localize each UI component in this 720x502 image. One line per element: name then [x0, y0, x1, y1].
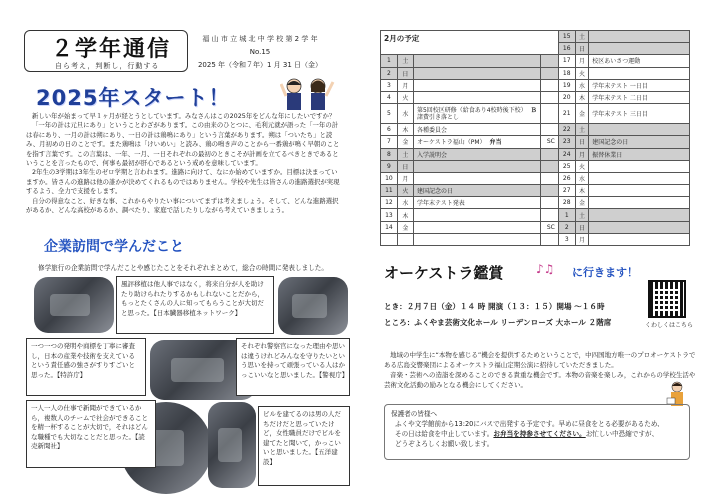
quote-newspaper: 一人一人の仕事で新聞ができているから，複数人のチームで社会ができることを精一杯することが大切で，それはどんな職種でも大切なことだと思った。【読売新聞社】: [26, 400, 156, 468]
notice-line-1: ふくや文学館前から13:20にバスで出発する予定です。早めに昼食をとる必要があるため、: [395, 420, 664, 428]
weekday: 水: [575, 172, 589, 184]
sc-mark: [540, 209, 558, 221]
day-number: 25: [558, 160, 575, 172]
school-name: 福 山 市 立 城 北 中 学 校 第 2 学 年: [202, 35, 318, 43]
event: [589, 124, 690, 136]
day-number: 4: [381, 91, 398, 103]
event-text: 建国記念の日: [416, 188, 453, 196]
event: [413, 104, 540, 124]
day-number: 26: [558, 172, 575, 184]
weekday: 火: [397, 91, 413, 103]
title-box: [24, 30, 188, 72]
parents-notice: [384, 404, 690, 460]
visit-intro: 修学旅行の企業訪問で学んだことや感じたことをそれぞれまとめて，総合の時間に発表しました。: [38, 264, 328, 272]
empty-cell: [540, 233, 558, 245]
weekday: 木: [575, 91, 589, 103]
intro-paragraph: 新しい年が始まって早１ヶ月が経とうとしています。みなさんはこの2025年をどんな年にしたいですか？: [32, 112, 336, 120]
school-info: [196, 33, 324, 72]
day-number: 20: [558, 91, 575, 103]
weekday: 土: [575, 31, 589, 43]
notice-bento-emphasis: お弁当を持参させてください。: [493, 430, 586, 438]
notice-line-3: どうぞよろしくお願い致します。: [395, 440, 494, 448]
weekday: 日: [397, 67, 413, 79]
table-row: [381, 172, 690, 184]
event: [413, 185, 540, 197]
event-text: オーケストラ福山（PM）: [416, 139, 486, 147]
sc-mark: SC: [540, 221, 558, 233]
day-number: 18: [558, 67, 575, 79]
day-number: 13: [381, 209, 398, 221]
orchestra-title-suffix: に行きます！: [572, 266, 638, 279]
orchestra-when: とき：２月７日（金）１４ 時 開演（１３：１５）開場 ～１６時: [384, 302, 605, 311]
weekday: 火: [575, 67, 589, 79]
notice-line-2: [391, 429, 683, 439]
weekday: 木: [575, 185, 589, 197]
day-number: 16: [558, 43, 575, 55]
table-row: [381, 79, 690, 91]
event: [413, 172, 540, 184]
quote-construction: ビルを建てるのは男の人だちだけだと思っていたけど，女性職員だけでビルを建てたと聞いて，かっこいいと思いました。【五洋建設】: [258, 406, 350, 486]
motto: 自ら考え，判断し，行動する: [55, 62, 160, 70]
weekday: 日: [575, 136, 589, 148]
sc-mark: [540, 124, 558, 136]
empty-cell: [413, 233, 540, 245]
table-row: [381, 67, 690, 79]
weekday: 月: [575, 233, 589, 245]
weekday: 金: [575, 104, 589, 124]
sc-mark: [540, 160, 558, 172]
orchestra-title: オーケストラ鑑賞: [384, 264, 504, 282]
weekday: 月: [397, 172, 413, 184]
event: [589, 197, 690, 209]
event: [413, 221, 540, 233]
qr-label: くわしくはこちら: [645, 322, 694, 329]
table-row: [381, 197, 690, 209]
table-row: [381, 233, 690, 245]
event: [413, 160, 540, 172]
event: [413, 124, 540, 136]
weekday: 土: [397, 55, 413, 67]
weekday: 土: [397, 148, 413, 160]
day-number: 7: [381, 136, 398, 148]
sc-mark: [540, 197, 558, 209]
day-number: 28: [558, 197, 575, 209]
day-number: 11: [381, 185, 398, 197]
event-text: 各種委員会: [416, 127, 447, 135]
schedule-heading: 2月の予定: [381, 31, 559, 55]
table-row: [381, 124, 690, 136]
intro-paragraph: 2年生の3学期は3年生のゼロ学期と言われます。進路に向けて、なにか始めていますか。目標は決まっていますか。皆さんの進路は他の誰かが決めてくれるものではありません。学校や先生は皆さんの進路選択が実現するよう、全力で支援をします。: [26, 168, 340, 196]
day-number: 3: [381, 79, 398, 91]
intro-paragraph: 「一年の計は元旦にあり」ということわざがあります。この由来のひとつに、毛利元就が語った「一年の計は春にあり、一月の計は朔にあり、一日の計は鶏鳴にあり」という言葉があります。朔は「ついたち」と読み、月初めの日のことです。また鶏鳴は「けいめい」と読み、鶏の鳴き声のことから一番鶏が鳴く早朝のことを指す言葉です。この言葉は、一年、一月、一日それぞれの最初のときこそが計画を立てるべきときであるということを言ったもので、何事も最初が肝心であるという戒めを意味しています。: [26, 121, 340, 168]
weekday: 金: [575, 197, 589, 209]
day-number: 12: [381, 197, 398, 209]
notice-line-2c: お忙しい中恐縮ですが、: [585, 430, 659, 438]
weekday: 火: [397, 185, 413, 197]
event: 建国記念の日: [589, 136, 690, 148]
sc-mark: [540, 67, 558, 79]
event-text-2: 諸費引き落とし: [416, 113, 459, 121]
event: [589, 221, 690, 233]
weekday: 火: [575, 160, 589, 172]
weekday: 水: [397, 104, 413, 124]
event: 学年末テスト 三日目: [589, 104, 690, 124]
event: [413, 91, 540, 103]
newsletter-title: ２学年通信: [51, 37, 172, 62]
qr-code-icon[interactable]: [648, 280, 686, 318]
intro-text: [26, 112, 342, 215]
weekday: 日: [575, 43, 589, 55]
day-number: 2: [558, 221, 575, 233]
weekday: 月: [575, 55, 589, 67]
day-number: 10: [381, 172, 398, 184]
event: [589, 67, 690, 79]
table-row: [381, 160, 690, 172]
day-number: 27: [558, 185, 575, 197]
sc-mark: [540, 79, 558, 91]
event: [589, 31, 690, 43]
sc-mark: [540, 172, 558, 184]
weekday: 日: [397, 160, 413, 172]
event: [589, 160, 690, 172]
sc-mark: [540, 55, 558, 67]
quote-patent-office: 一つ一つの発明や商標を丁寧に審査し，日本の産業や技術を支えているという責任感の強さがすりすごいと思った。【特許庁】: [26, 338, 146, 396]
students-illustration-icon: [280, 76, 336, 112]
day-number: 19: [558, 79, 575, 91]
february-schedule-table: [380, 30, 690, 246]
weekday: 水: [575, 79, 589, 91]
sc-mark: SC: [540, 136, 558, 148]
table-row: [381, 209, 690, 221]
table-row: [381, 91, 690, 103]
day-number: 21: [558, 104, 575, 124]
table-row: [381, 104, 690, 124]
sc-mark: [540, 148, 558, 160]
event: 校区あいさつ運動: [589, 55, 690, 67]
orchestra-where: ところ：ふくやま芸術文化ホール リーデンローズ 大ホール ２階席: [384, 318, 612, 327]
sc-mark: [540, 104, 558, 124]
weekday: 木: [397, 124, 413, 136]
day-number: 5: [381, 104, 398, 124]
event: [589, 233, 690, 245]
notice-line-2a: その日は給食を中止しています。: [395, 430, 494, 438]
heading-company-visit: 企業訪問で学んだこと: [44, 239, 184, 255]
event-tag: Ｂ: [530, 106, 537, 114]
event: [413, 55, 540, 67]
event: [413, 197, 540, 209]
weekday: 水: [397, 197, 413, 209]
event: [413, 67, 540, 79]
empty-cell: [381, 233, 398, 245]
weekday: 金: [397, 221, 413, 233]
event: 学年末テスト 一日目: [589, 79, 690, 91]
event: [413, 209, 540, 221]
day-number: 24: [558, 148, 575, 160]
table-row: [381, 148, 690, 160]
event: [413, 136, 540, 148]
day-number: 14: [381, 221, 398, 233]
quote-police: それぞれ警察官になった理由や思いは違うけれどみんなを守りたいという思いを持って頑張っている人はかっこいいなと思いました。【警視庁】: [236, 338, 350, 396]
weekday: 金: [397, 136, 413, 148]
photo-presentation-1: [34, 277, 114, 333]
event: 振替休業日: [589, 148, 690, 160]
weekday: 木: [397, 209, 413, 221]
table-row: [381, 136, 690, 148]
event: [589, 209, 690, 221]
event: 学年末テスト 二日目: [589, 91, 690, 103]
event: [413, 79, 540, 91]
event: [589, 43, 690, 55]
day-number: 23: [558, 136, 575, 148]
day-number: 3: [558, 233, 575, 245]
day-number: 6: [381, 124, 398, 136]
day-number: 15: [558, 31, 575, 43]
sc-mark: [540, 91, 558, 103]
photo-presentation-2: [278, 277, 348, 335]
issue-date: 2025 年（令和７年）1 月 31 日（金）: [197, 61, 323, 69]
event: [413, 148, 540, 160]
sc-mark: [540, 185, 558, 197]
day-number: 2: [381, 67, 398, 79]
day-number: 9: [381, 160, 398, 172]
weekday: 月: [575, 148, 589, 160]
weekday: 土: [575, 124, 589, 136]
weekday: 土: [575, 209, 589, 221]
day-number: 1: [558, 209, 575, 221]
table-row: [381, 185, 690, 197]
empty-cell: [397, 233, 413, 245]
weekday: 月: [397, 79, 413, 91]
orchestra-description: [384, 350, 696, 390]
quote-organ-transplant: 風評移植は他人事ではなく，将来自分が人を助けたり助けられたりするかもしれないことだから，もっとたくさんの人に知ってもらうことが大切だと思った。【日本臓器移植ネットワーク】: [116, 276, 274, 334]
issue-number: No.15: [249, 48, 271, 56]
event-text: 第5回校区研修（給食あり4校時後下校）: [416, 106, 527, 114]
music-notes-icon: ♪♫: [536, 262, 555, 276]
event: [589, 172, 690, 184]
orchestra-paragraph: 地域の中学生に“本物を感じる”機会を提供するためということで，中四国地方唯一のプロオーケストラである広島交響楽団によるオーケストラ福山定期公演に招待していただきました。: [384, 351, 696, 369]
day-number: 17: [558, 55, 575, 67]
event-text: 入学説明会: [416, 151, 447, 159]
day-number: 22: [558, 124, 575, 136]
day-number: 1: [381, 55, 398, 67]
event-tag: 弁当: [489, 139, 502, 147]
event-text: 学年末テスト発表: [416, 200, 465, 208]
notice-heading: 保護者の皆様へ: [391, 410, 438, 418]
photo-presentation-5: [208, 402, 256, 488]
day-number: 8: [381, 148, 398, 160]
orchestra-paragraph: 音楽・芸術への造詣を深めることのできる貴重な機会です。本物の音楽を楽しみ，これからの学校生活や芸術文化活動の励みとなる機会にしてください。: [384, 371, 696, 389]
weekday: 日: [575, 221, 589, 233]
table-row: [381, 55, 690, 67]
intro-paragraph: 自分の得意なこと、好きな事、これからやりたい事についてまずは考えましょう。そして、どんな進路選択があるか、どんな高校があるか、調べたり、家庭で話したりしながら考えていきましょう。: [26, 196, 339, 215]
table-row: [381, 221, 690, 233]
table-row: [381, 31, 690, 43]
event: [589, 185, 690, 197]
heading-2025-start: 2025年スタート！: [36, 86, 231, 110]
